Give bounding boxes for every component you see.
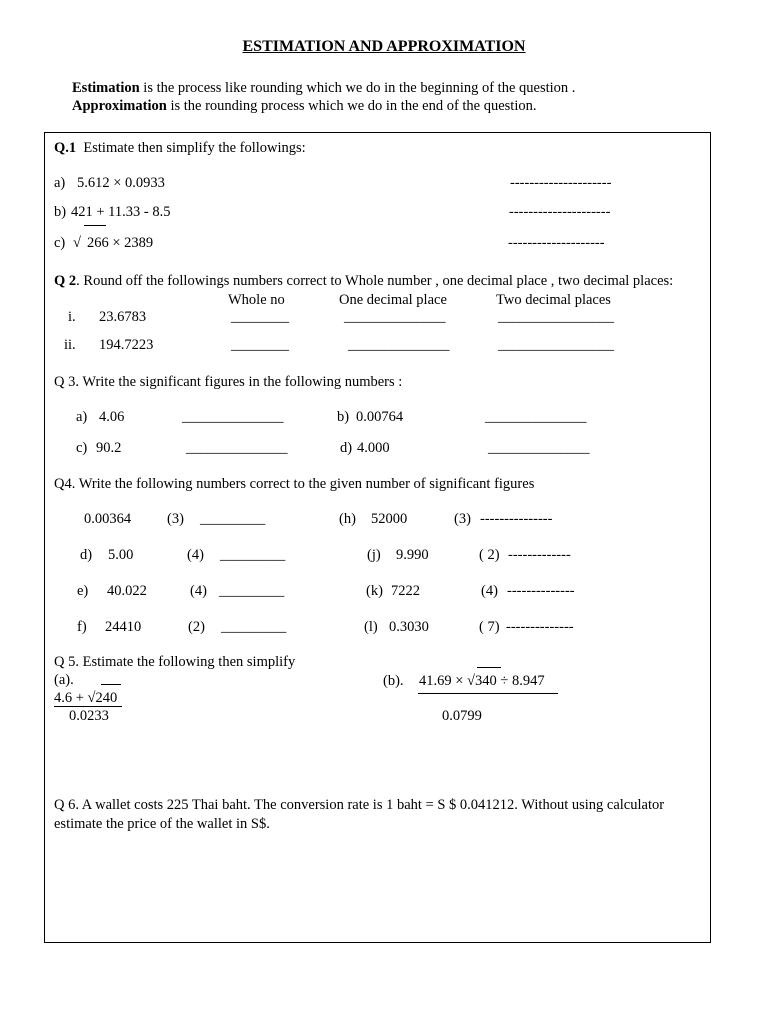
q2-row-value: 194.7223 [99, 337, 154, 353]
page-title: ESTIMATION AND APPROXIMATION [242, 38, 526, 55]
q4-item-value: 0.00364 [84, 511, 132, 527]
q3-item-label: b) [337, 409, 350, 425]
q4-item-value: 5.00 [108, 547, 134, 563]
q4-item-sf: ( 2) [479, 547, 500, 563]
q1-heading [54, 140, 306, 157]
q2-header-two-dp: Two decimal places [496, 292, 611, 308]
q4-item-sf: (4) [187, 547, 204, 563]
q3-item-blank: ______________ [485, 409, 587, 425]
q6-text-line1: Q 6. A wallet costs 225 Thai baht. The conversion rate is 1 baht = S $ 0.041212. Without using calculator [54, 797, 665, 813]
q3-item-blank: ______________ [488, 440, 590, 456]
intro-approximation-text: is the rounding process which we do in the end of the question. [166, 98, 537, 114]
q4-item-blank: -------------- [507, 583, 575, 599]
q4-item-label: (l) [364, 619, 378, 635]
q4-item-value: 9.990 [396, 547, 429, 563]
q3-item-value: 4.06 [99, 409, 125, 425]
q5b-label: (b). [383, 673, 404, 689]
q4-item-sf: (3) [454, 511, 471, 527]
q1b-label: b) [54, 204, 67, 220]
q4-item-label: (j) [367, 547, 381, 563]
q4-item-value: 52000 [371, 511, 408, 527]
q5b-root-overline [477, 667, 501, 668]
q2-blank-whole: ________ [231, 337, 289, 353]
q5b-denominator: 0.0799 [442, 708, 482, 724]
q4-item-blank: --------------- [480, 511, 553, 527]
intro-term-approximation: Approximation [72, 98, 167, 114]
q4-item-blank: _________ [219, 583, 285, 599]
q5a-fraction-bar [54, 706, 122, 707]
q2-blank-one-dp: ______________ [348, 337, 450, 353]
q4-item-sf: (3) [167, 511, 184, 527]
q4-heading: Q4. Write the following numbers correct to the given number of significant figures [54, 476, 535, 492]
intro-approximation [72, 98, 537, 115]
q4-item-label: e) [77, 583, 89, 599]
q5a-denominator: 0.0233 [69, 708, 109, 724]
q5b-fraction-bar [418, 693, 558, 694]
q2-blank-whole: ________ [231, 309, 289, 325]
q4-item-value: 24410 [105, 619, 142, 635]
q1c-label: c) [54, 235, 66, 251]
q3-item-blank: ______________ [182, 409, 284, 425]
q2-row-label: ii. [64, 337, 76, 353]
q5a-label: (a). [54, 672, 74, 688]
q4-item-blank: _________ [221, 619, 287, 635]
q4-item-sf: (4) [481, 583, 498, 599]
q4-item-label: (k) [366, 583, 383, 599]
q2-blank-two-dp: ________________ [498, 337, 614, 353]
q4-item-sf: ( 7) [479, 619, 500, 635]
q2-row-value: 23.6783 [99, 309, 147, 325]
intro-estimation-text: is the process like rounding which we do in the beginning of the question . [139, 80, 576, 96]
q5a-root-overline [101, 684, 121, 685]
q1b-answer-blank: --------------------- [509, 204, 611, 220]
q4-item-label: f) [77, 619, 87, 635]
q1c-expression: 266 × 2389 [87, 235, 154, 251]
q1a-answer-blank: --------------------- [510, 175, 612, 191]
intro-estimation [72, 80, 575, 97]
q3-item-value: 0.00764 [356, 409, 404, 425]
sqrt-symbol: √ [73, 235, 81, 251]
q3-item-label: a) [76, 409, 88, 425]
q4-item-label: (h) [339, 511, 356, 527]
q3-heading: Q 3. Write the significant figures in the following numbers : [54, 374, 403, 390]
intro-term-estimation: Estimation [72, 80, 140, 96]
q2-header-whole: Whole no [228, 292, 285, 308]
q3-item-value: 4.000 [357, 440, 390, 456]
q1b-expression: 421 + 11.33 - 8.5 [71, 204, 171, 220]
q4-item-blank: _________ [200, 511, 266, 527]
q3-item-label: c) [76, 440, 88, 456]
q2-blank-two-dp: ________________ [498, 309, 614, 325]
q4-item-value: 0.3030 [389, 619, 429, 635]
q2-number: Q 2 [54, 273, 77, 289]
q4-item-value: 40.022 [107, 583, 147, 599]
q5b-numerator: 41.69 × √340 ÷ 8.947 [419, 673, 545, 689]
q1-text: Estimate then simplify the followings: [83, 140, 306, 156]
q2-blank-one-dp: ______________ [344, 309, 446, 325]
q1a-expression: 5.612 × 0.0933 [77, 175, 165, 191]
q4-item-blank: ------------- [508, 547, 571, 563]
q2-row-label: i. [68, 309, 76, 325]
q4-item-sf: (2) [188, 619, 205, 635]
q3-item-label: d) [340, 440, 353, 456]
q4-item-sf: (4) [190, 583, 207, 599]
q4-item-label: d) [80, 547, 93, 563]
q4-item-blank: _________ [220, 547, 286, 563]
q2-text: . Round off the followings numbers correct to Whole number , one decimal place , two decimal places: [76, 273, 674, 289]
q2-header-one-dp: One decimal place [339, 292, 447, 308]
q3-item-value: 90.2 [96, 440, 122, 456]
q3-item-blank: ______________ [186, 440, 288, 456]
q4-item-blank: -------------- [506, 619, 574, 635]
q6-text-line2: estimate the price of the wallet in S$. [54, 816, 270, 832]
q5-heading: Q 5. Estimate the following then simplify [54, 654, 296, 670]
q4-item-value: 7222 [391, 583, 420, 599]
q5a-numerator: 4.6 + √240 [54, 690, 118, 706]
q1-number: Q.1 [54, 140, 77, 156]
q1c-answer-blank: -------------------- [508, 235, 605, 251]
q1b-overline [84, 225, 106, 226]
q2-heading [54, 273, 673, 290]
q1a-label: a) [54, 175, 66, 191]
